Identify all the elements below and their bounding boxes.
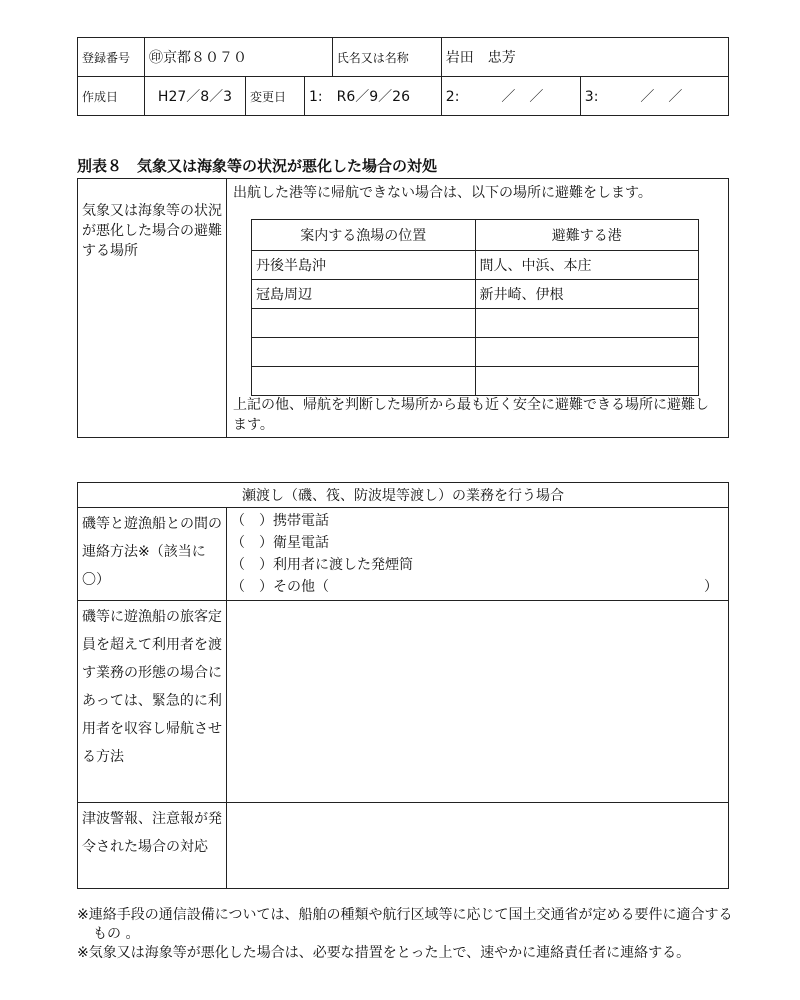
overcapacity-value-cell[interactable] — [227, 601, 729, 803]
created-date-label: 作成日 — [78, 77, 145, 116]
refuge-port-cell — [475, 338, 699, 367]
table-row — [252, 309, 699, 338]
registration-header-table — [77, 37, 729, 116]
fishing-ground-header: 案内する漁場の位置 — [252, 220, 476, 251]
option-label: 携帯電話 — [273, 513, 329, 529]
option-other-close: ） — [704, 579, 718, 595]
refuge-port-cell — [475, 367, 699, 396]
contact-method-label: 磯等と遊漁船との間の連絡方法※（該当に〇） — [78, 508, 227, 601]
option-satellite-phone[interactable] — [231, 532, 724, 554]
refuge-ports-table — [251, 219, 699, 396]
refuge-note-text: 上記の他、帰航を判断した場所から最も近く安全に避難できる場所に避難します。 — [233, 397, 709, 433]
name-label: 氏名又は名称 — [332, 38, 441, 77]
fishing-ground-cell — [252, 338, 476, 367]
footnote: ※気象又は海象等が悪化した場合は、必要な措置をとった上で、速やかに連絡責任者に連絡する。 — [77, 945, 691, 961]
change-date-3: 3: ／ ／ — [580, 77, 728, 116]
overcapacity-row — [78, 601, 729, 803]
option-mark: （ ） — [231, 579, 273, 595]
option-mobile-phone[interactable] — [231, 510, 724, 532]
created-date-value: H27／8／3 — [145, 77, 246, 116]
fishing-ground-cell: 丹後半島沖 — [252, 251, 476, 280]
tsunami-value-cell[interactable] — [227, 803, 729, 889]
option-label: 利用者に渡した発煙筒 — [273, 557, 413, 573]
option-smoke-signal[interactable] — [231, 554, 724, 576]
refuge-content-cell — [227, 179, 729, 438]
section-8-title: 別表８ 気象又は海象等の状況が悪化した場合の対処 — [77, 157, 438, 175]
table-row — [252, 367, 699, 396]
tsunami-label: 津波警報、注意報が発令された場合の対応 — [78, 803, 227, 889]
option-mark: （ ） — [231, 535, 273, 551]
option-mark: （ ） — [231, 513, 273, 529]
footnotes — [77, 906, 737, 963]
overcapacity-label: 磯等に遊漁船の旅客定員を超えて利用者を渡す業務の形態の場合にあっては、緊急的に利用者を収容し帰航させる方法 — [78, 601, 227, 803]
change-date-2: 2: ／ ／ — [441, 77, 580, 116]
refuge-port-cell: 間人、中浜、本庄 — [475, 251, 699, 280]
transfer-title-row — [78, 483, 729, 508]
change-date-1: 1: R6／9／26 — [305, 77, 442, 116]
refuge-location-label: 気象又は海象等の状況が悪化した場合の避難する場所 — [78, 179, 227, 438]
refuge-intro-text: 出航した港等に帰航できない場合は、以下の場所に避難をします。 — [233, 185, 652, 201]
registration-number-label: 登録番号 — [78, 38, 145, 77]
table-row — [252, 338, 699, 367]
option-other[interactable] — [231, 576, 724, 598]
option-label: その他（ — [273, 579, 329, 595]
name-value: 岩田 忠芳 — [441, 38, 728, 77]
table-row — [252, 280, 699, 309]
transfer-title: 瀬渡し（磯、筏、防波堤等渡し）の業務を行う場合 — [78, 483, 729, 508]
refuge-table — [77, 178, 729, 438]
table-row — [252, 251, 699, 280]
contact-options-cell — [227, 508, 729, 601]
tsunami-row — [78, 803, 729, 889]
footnote: ※連絡手段の通信設備については、船舶の種類や航行区域等に応じて国土交通省が定める要件に適合するもの 。 — [77, 907, 733, 942]
fishing-ground-cell — [252, 367, 476, 396]
registration-number-value: ㊞京都８０７０ — [145, 38, 333, 77]
refuge-ports-header-row — [252, 220, 699, 251]
fishing-ground-cell: 冠島周辺 — [252, 280, 476, 309]
fishing-ground-cell — [252, 309, 476, 338]
refuge-port-header: 避難する港 — [475, 220, 699, 251]
option-mark: （ ） — [231, 557, 273, 573]
changed-date-label: 変更日 — [246, 77, 305, 116]
contact-method-row — [78, 508, 729, 601]
refuge-port-cell — [475, 309, 699, 338]
transfer-service-table — [77, 482, 729, 889]
refuge-port-cell: 新井崎、伊根 — [475, 280, 699, 309]
option-label: 衛星電話 — [273, 535, 329, 551]
